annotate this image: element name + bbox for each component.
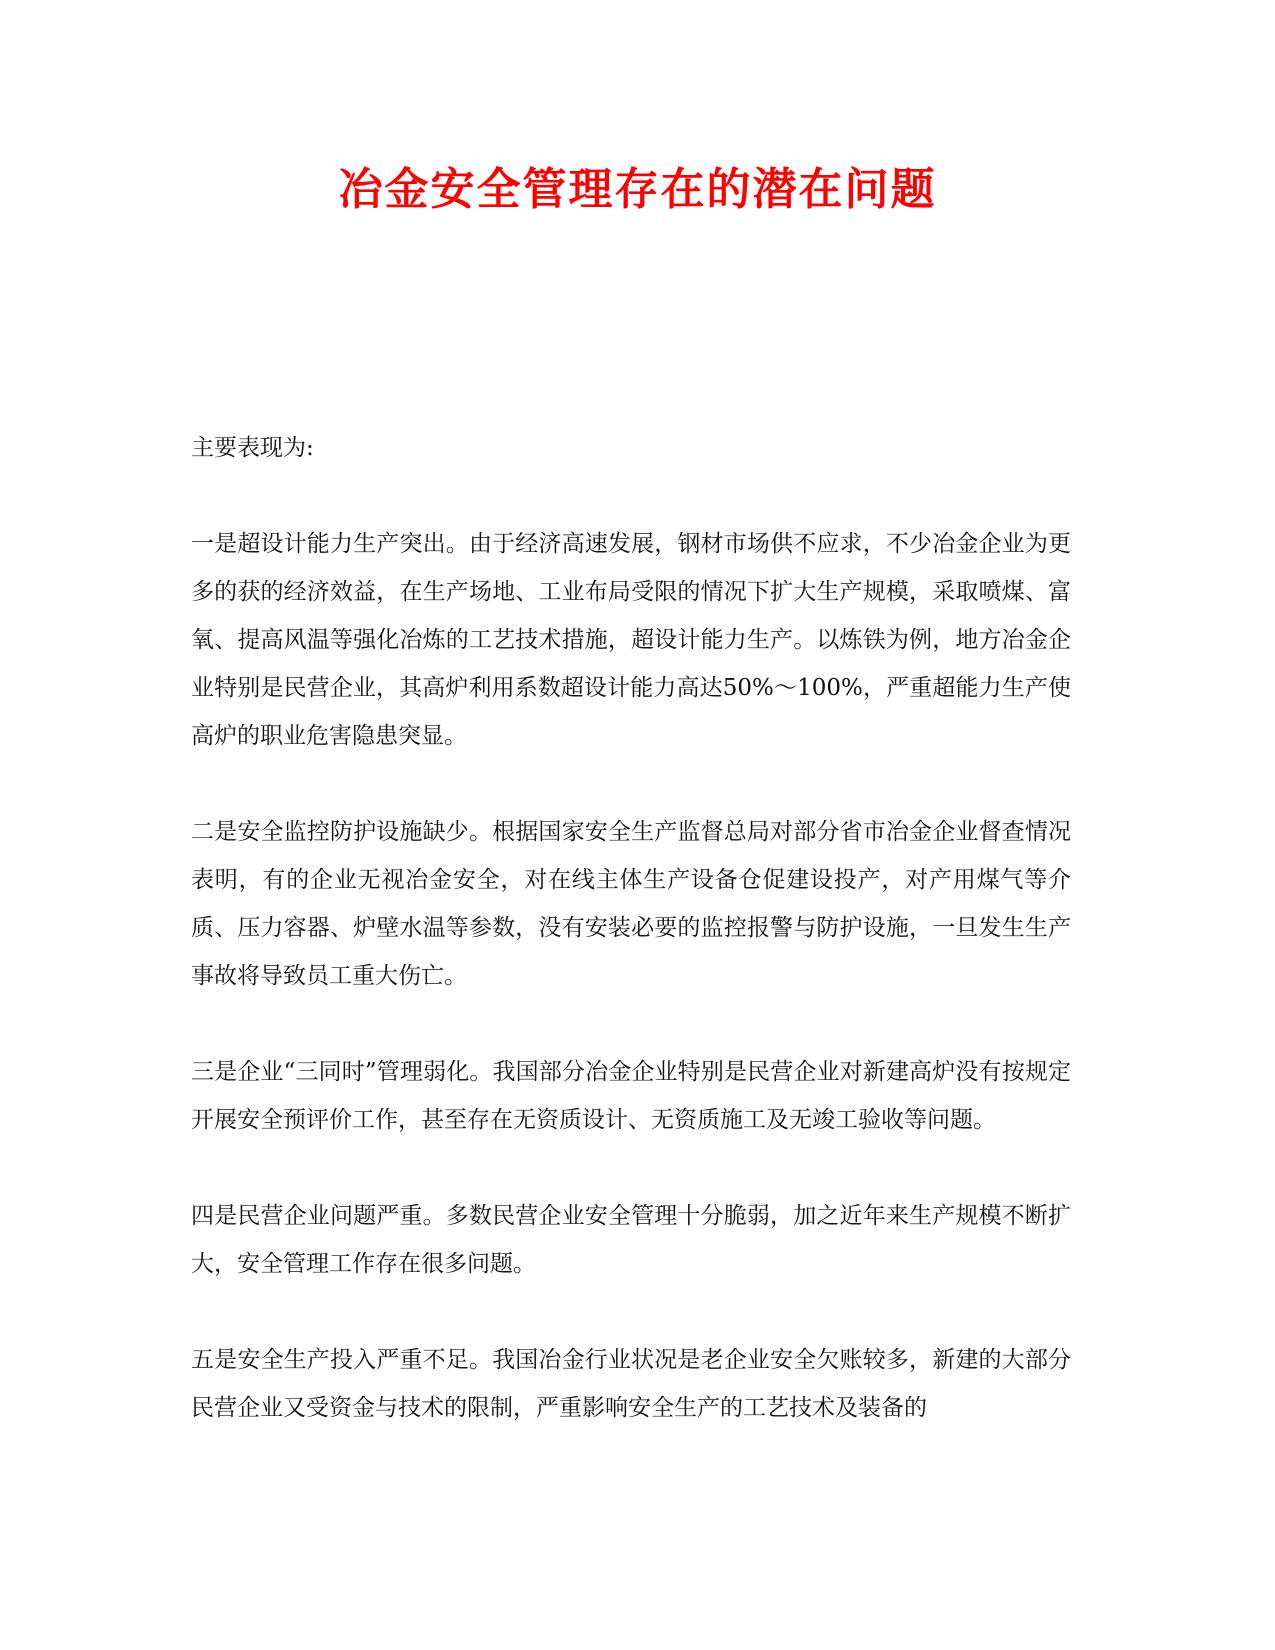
intro-paragraph: 主要表现为: bbox=[191, 435, 314, 461]
paragraph-4: 四是民营企业问题严重。多数民营企业安全管理十分脆弱，加之近年来生产规模不断扩大，安全管理工作存在很多问题。 bbox=[191, 1203, 1071, 1277]
document-body bbox=[191, 424, 1071, 1480]
document-title: 冶金安全管理存在的潜在问题 bbox=[338, 164, 937, 215]
paragraph-2: 二是安全监控防护设施缺少。根据国家安全生产监督总局对部分省市冶金企业督查情况表明，有的企业无视冶金安全，对在线主体生产设备仓促建设投产，对产用煤气等介质、压力容器、炉壁水温等参数，没有安装必要的监控报警与防护设施，一旦发生生产事故将导致员工重大伤亡。 bbox=[191, 819, 1071, 989]
paragraph-1: 一是超设计能力生产突出。由于经济高速发展，钢材市场供不应求，不少冶金企业为更多的获的经济效益，在生产场地、工业布局受限的情况下扩大生产规模，采取喷煤、富氧、提高风温等强化冶炼的工艺技术措施，超设计能力生产。以炼铁为例，地方冶金企业特别是民营企业，其高炉利用系数超设计能力高达50%～100%，严重超能力生产使高炉的职业危害隐患突显。 bbox=[191, 531, 1071, 749]
paragraph-3: 三是企业“三同时”管理弱化。我国部分冶金企业特别是民营企业对新建高炉没有按规定开展安全预评价工作，甚至存在无资质设计、无资质施工及无竣工验收等问题。 bbox=[191, 1059, 1071, 1133]
paragraph-5: 五是安全生产投入严重不足。我国冶金行业状况是老企业安全欠账较多，新建的大部分民营企业又受资金与技术的限制，严重影响安全生产的工艺技术及装备的 bbox=[191, 1347, 1071, 1421]
